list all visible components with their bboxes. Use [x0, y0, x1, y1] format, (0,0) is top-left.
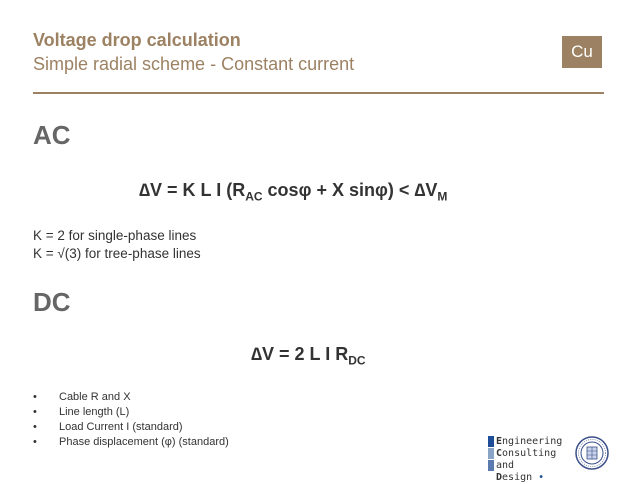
list-item — [33, 435, 229, 450]
delta-symbol: ∆ — [414, 180, 426, 200]
slide-subtitle: Simple radial scheme - Constant current — [33, 54, 355, 74]
list-item — [33, 405, 229, 420]
dc-bullet-list — [33, 390, 229, 450]
logo-line: esign — [502, 472, 533, 483]
bullet-icon: • — [33, 391, 37, 403]
title-divider — [33, 92, 604, 94]
dc-heading: DC — [33, 287, 71, 317]
logo-letter: C — [496, 448, 503, 459]
logo-text: Engineering Consulting and Design • — [496, 436, 563, 483]
ac-heading: AC — [33, 120, 71, 150]
list-item-text: Cable R and X — [59, 391, 131, 403]
ac-formula-sub1: AC — [245, 189, 263, 204]
list-item-text: Phase displacement (φ) (standard) — [59, 436, 229, 448]
ac-formula-part2: cosφ + X sinφ) < — [262, 180, 415, 200]
logo-bar — [488, 436, 494, 447]
bullet-icon: • — [33, 406, 37, 418]
delta-symbol: ∆ — [139, 180, 151, 200]
logo-line: onsulting and — [496, 448, 557, 471]
bullet-icon: • — [33, 436, 37, 448]
university-seal-icon — [575, 436, 609, 470]
dc-formula-sub: DC — [348, 353, 366, 368]
bullet-icon: • — [33, 421, 37, 433]
logo-line: ngineering — [502, 436, 563, 447]
company-logo — [488, 436, 568, 483]
ac-formula-part1: V = K L I (R — [150, 180, 246, 200]
delta-symbol: ∆ — [251, 344, 263, 364]
list-item — [33, 390, 229, 405]
ac-formula-sub2: M — [437, 189, 448, 204]
logo-letter: E — [496, 436, 503, 447]
ac-note-single-phase: K = 2 for single-phase lines — [33, 228, 197, 243]
cu-badge: Cu — [562, 36, 602, 68]
list-item — [33, 420, 229, 435]
logo-bar — [488, 448, 494, 459]
dc-formula — [251, 344, 366, 368]
logo-bar — [488, 460, 494, 471]
ac-formula-part3: V — [425, 180, 438, 200]
list-item-text: Load Current I (standard) — [59, 421, 183, 433]
logo-letter: D — [496, 472, 503, 483]
logo-color-bars — [488, 436, 494, 472]
ac-formula — [139, 180, 447, 204]
slide-title: Voltage drop calculation — [33, 30, 241, 50]
list-item-text: Line length (L) — [59, 406, 130, 418]
dc-formula-part1: V = 2 L I R — [262, 344, 349, 364]
ac-note-three-phase: K = √(3) for tree-phase lines — [33, 246, 201, 261]
